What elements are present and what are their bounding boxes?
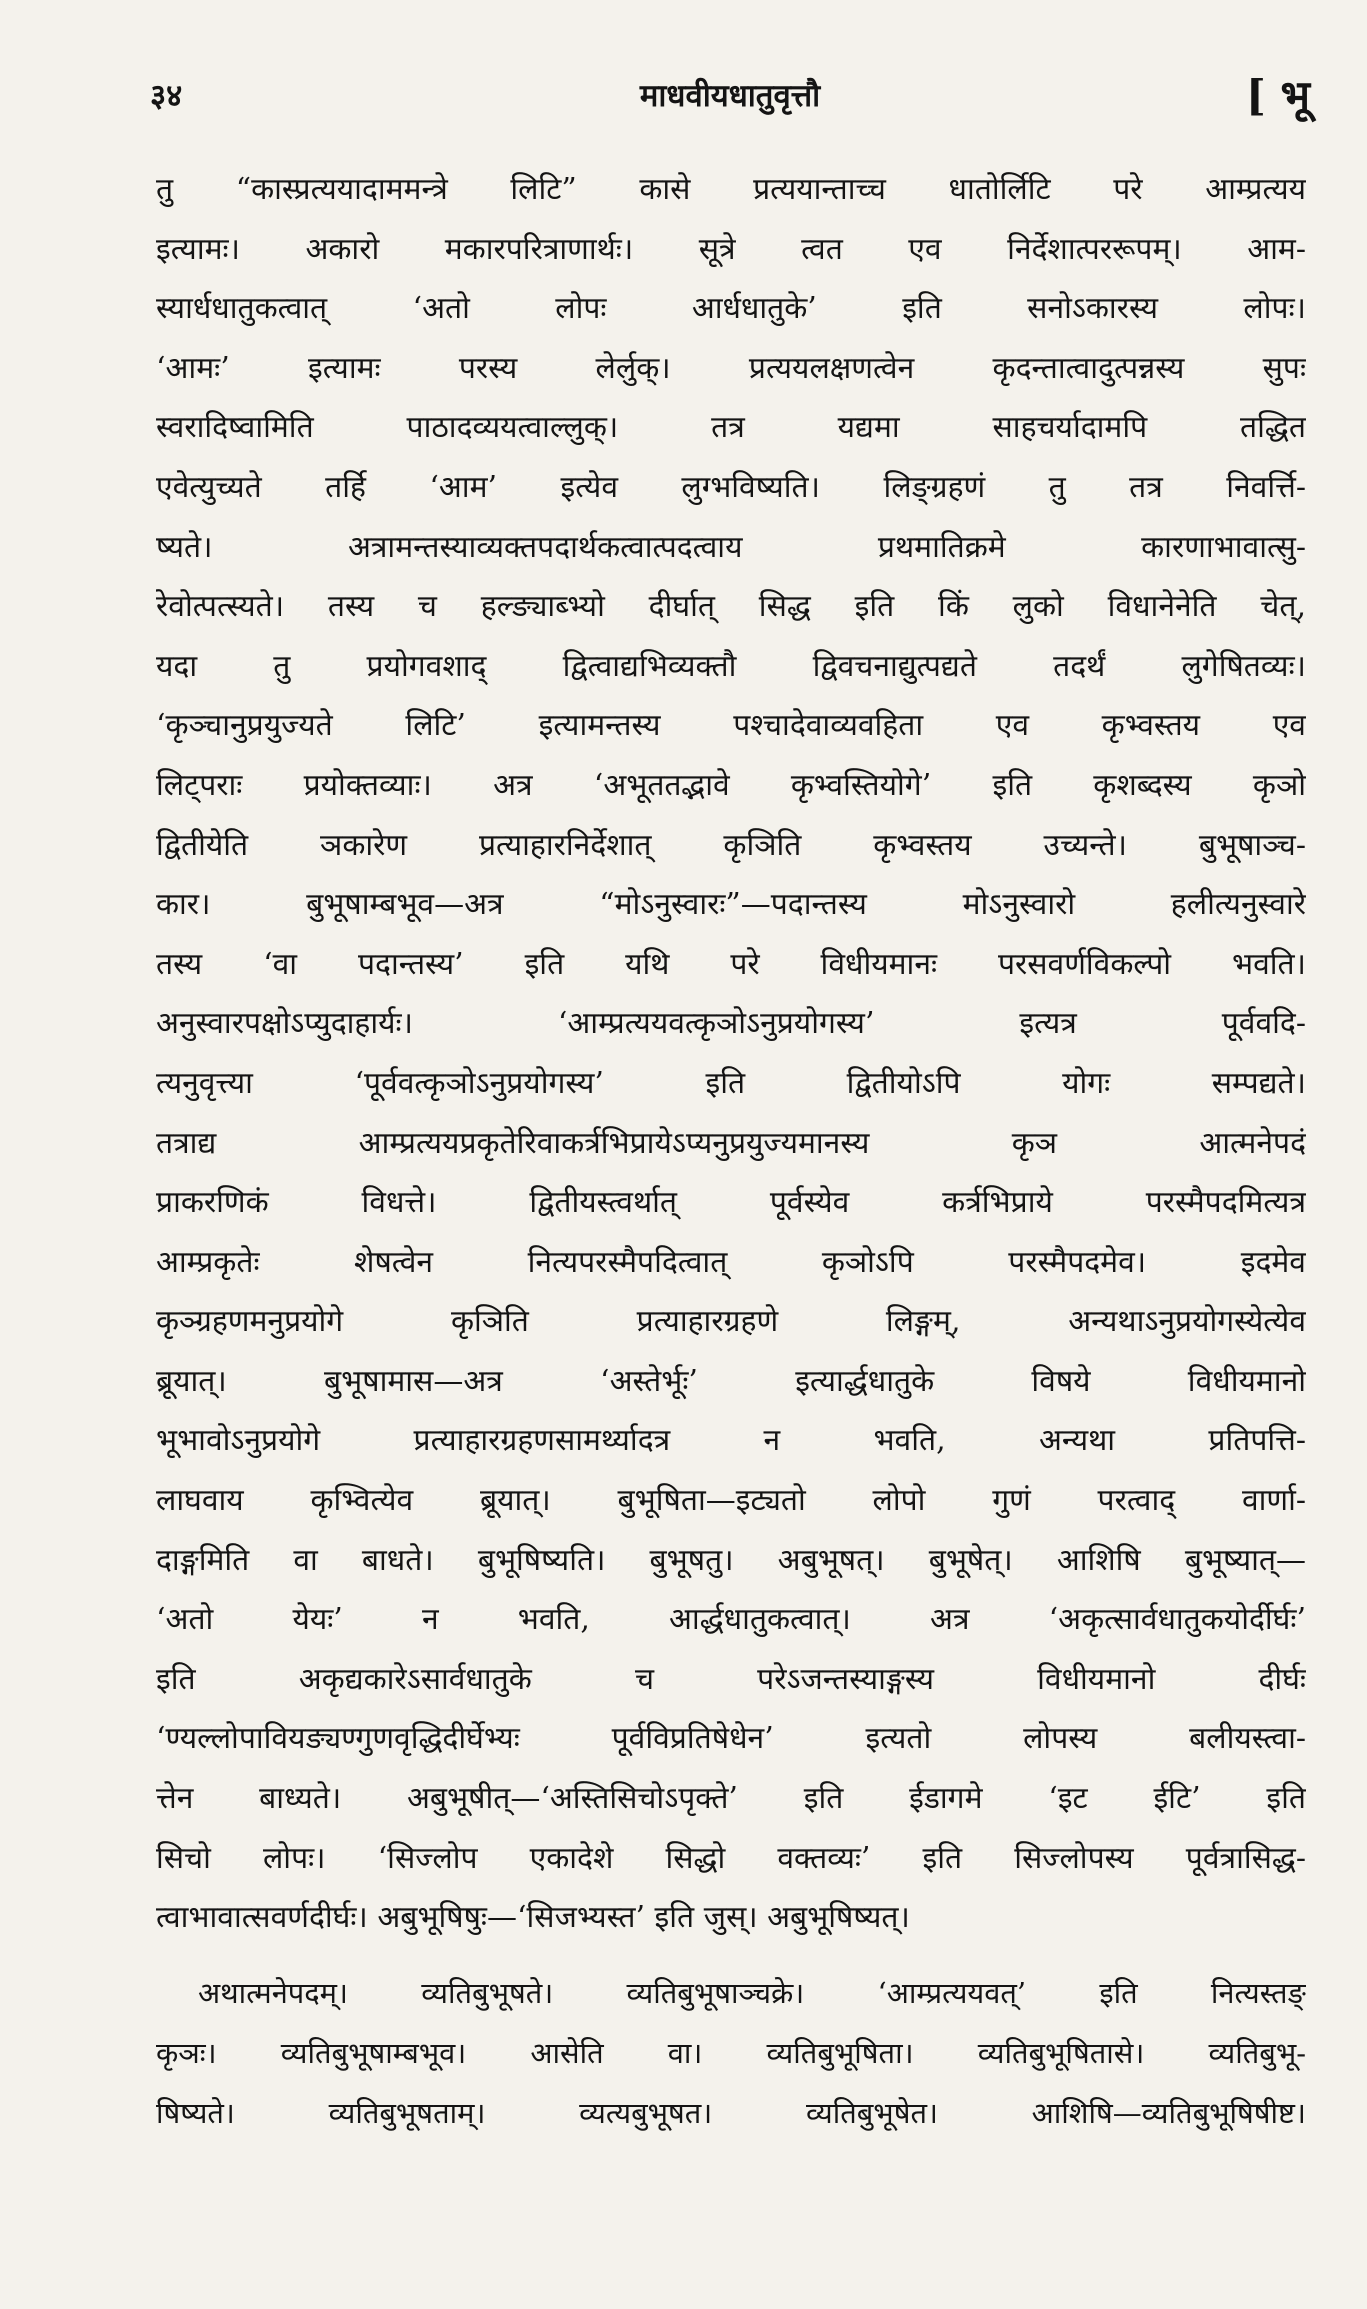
text-line: ‘कृञ्चानुप्रयुज्यते लिटि’ इत्यामन्तस्य पश्चादेवाव्यवहिता एव कृभ्वस्तय एव xyxy=(156,708,1306,744)
text-line: त्तेन बाध्यते। अबुभूषीत्—‘अस्तिसिचोऽपृक्ते’ इति ईडागमे ‘इट ईटि’ इति xyxy=(156,1781,1306,1817)
text-line: अथात्मनेपदम्। व्यतिबुभूषते। व्यतिबुभूषाञ्चक्रे। ‘आम्प्रत्ययवत्’ इति नित्यस्तङ् xyxy=(198,1976,1306,2010)
atmanepada-section xyxy=(156,1963,1306,2143)
text-line: त्वाभावात्सवर्णदीर्घः। अबुभूषिषुः—‘सिजभ्यस्त’ इति जुस्। अबुभूषिष्यत्। xyxy=(156,1900,910,1936)
text-line: स्वरादिष्वामिति पाठादव्ययत्वाल्लुक्। तत्र यद्यमा साहचर्यादामपि तद्धित xyxy=(156,410,1306,446)
text-line: कार। बुभूषाम्बभूव—अत्र “मोऽनुस्वारः”—पदान्तस्य मोऽनुस्वारो हलीत्यनुस्वारे xyxy=(156,887,1306,923)
text-line: कृञः। व्यतिबुभूषाम्बभूव। आसेति वा। व्यतिबुभूषिता। व्यतिबुभूषितासे। व्यतिबुभू- xyxy=(156,2036,1306,2070)
text-line: तु “कास्प्रत्ययादाममन्त्रे लिटि” कासे प्रत्ययान्ताच्च धातोर्लिटि परे आम्प्रत्यय xyxy=(156,172,1306,207)
text-line: रेवोत्पत्स्यते। तस्य च हल्ङ्याब्भ्यो दीर्घात् सिद्ध इति किं लुको विधानेनेति चेत्, xyxy=(156,589,1306,625)
text-line: तस्य ‘वा पदान्तस्य’ इति यथि परे विधीयमानः परसवर्णविकल्पो भवति। xyxy=(156,946,1306,982)
page-number: ३४ xyxy=(150,78,183,114)
text-line: ष्यते। अत्रामन्तस्याव्यक्तपदार्थकत्वात्पदत्वाय प्रथमातिक्रमे कारणाभावात्सु- xyxy=(156,529,1306,565)
text-line: षिष्यते। व्यतिबुभूषताम्। व्यत्यबुभूषत। व्यतिबुभूषेत। आशिषि—व्यतिबुभूषिषीष्ट। xyxy=(156,2096,1306,2130)
page-header xyxy=(150,66,1310,126)
running-title: माधवीयधातुवृत्तौ xyxy=(639,78,821,114)
text-line: द्वितीयेति ञकारेण प्रत्याहारनिर्देशात् कृञिति कृभ्वस्तय उच्यन्ते। बुभूषाञ्च- xyxy=(156,827,1306,863)
section-marker: [ भू xyxy=(1245,71,1310,120)
text-line: लाघवाय कृभ्वित्येव ब्रूयात्। बुभूषिता—इट्यतो लोपो गुणं परत्वाद् वार्णा- xyxy=(156,1483,1306,1519)
text-line: ‘आमः’ इत्यामः परस्य लेर्लुक्। प्रत्ययलक्षणत्वेन कृदन्तात्वादुत्पन्नस्य सुपः xyxy=(156,350,1306,386)
text-line: त्यनुवृत्त्या ‘पूर्ववत्कृञोऽनुप्रयोगस्य’ इति द्वितीयोऽपि योगः सम्पद्यते। xyxy=(156,1065,1306,1101)
text-line: स्यार्धधातुकत्वात् ‘अतो लोपः आर्धधातुके’ इति सनोऽकारस्य लोपः। xyxy=(156,291,1306,327)
text-line: आम्प्रकृतेः शेषत्वेन नित्यपरस्मैपदित्वात् कृञोऽपि परस्मैपदमेव। इदमेव xyxy=(156,1244,1306,1280)
text-line: लिट्पराः प्रयोक्तव्याः। अत्र ‘अभूततद्भावे कृभ्वस्तियोगे’ इति कृशब्दस्य कृञो xyxy=(156,767,1306,803)
text-line: ब्रूयात्। बुभूषामास—अत्र ‘अस्तेर्भूः’ इत्यार्द्धधातुके विषये विधीयमानो xyxy=(156,1363,1306,1399)
text-line: भूभावोऽनुप्रयोगे प्रत्याहारग्रहणसामर्थ्यादत्र न भवति, अन्यथा प्रतिपत्ति- xyxy=(156,1423,1306,1459)
text-line: एवेत्युच्यते तर्हि ‘आम’ इत्येव लुग्भविष्यति। लिङ्ग्रहणं तु तत्र निवर्त्ति- xyxy=(156,469,1306,505)
text-line: यदा तु प्रयोगवशाद् द्वित्वाद्यभिव्यक्तौ द्विवचनाद्युत्पद्यते तदर्थं लुगेषितव्यः। xyxy=(156,648,1306,684)
main-text-block xyxy=(156,160,1306,1948)
text-line: तत्राद्य आम्प्रत्ययप्रकृतेरिवाकर्त्रभिप्रायेऽप्यनुप्रयुज्यमानस्य कृञ आत्मनेपदं xyxy=(156,1125,1306,1161)
text-line: इत्यामः। अकारो मकारपरित्राणार्थः। सूत्रे त्वत एव निर्देशात्पररूपम्। आम- xyxy=(156,231,1306,267)
text-line: ‘ण्यल्लोपावियङ्यण्गुणवृद्धिदीर्घेभ्यः पूर्वविप्रतिषेधेन’ इत्यतो लोपस्य बलीयस्त्वा- xyxy=(156,1721,1306,1757)
text-line: इति अकृद्यकारेऽसार्वधातुके च परेऽजन्तस्याङ्गस्य विधीयमानो दीर्घः xyxy=(156,1661,1306,1697)
text-line: ‘अतो येयः’ न भवति, आर्द्धधातुकत्वात्। अत्र ‘अकृत्सार्वधातुकयोर्दीर्घः’ xyxy=(156,1602,1306,1638)
text-line: सिचो लोपः। ‘सिज्लोप एकादेशे सिद्धो वक्तव्यः’ इति सिज्लोपस्य पूर्वत्रासिद्ध- xyxy=(156,1840,1306,1876)
text-line: दाङ्गमिति वा बाधते। बुभूषिष्यति। बुभूषतु। अबुभूषत्। बुभूषेत्। आशिषि बुभूष्यात्— xyxy=(156,1542,1306,1578)
text-line: कृञ्ग्रहणमनुप्रयोगे कृञिति प्रत्याहारग्रहणे लिङ्गम्, अन्यथाऽनुप्रयोगस्येत्येव xyxy=(156,1304,1306,1340)
text-line: प्राकरणिकं विधत्ते। द्वितीयस्त्वर्थात् पूर्वस्येव कर्त्रभिप्राये परस्मैपदमित्यत्र xyxy=(156,1185,1306,1221)
text-line: अनुस्वारपक्षोऽप्युदाहार्यः। ‘आम्प्रत्ययवत्कृञोऽनुप्रयोगस्य’ इत्यत्र पूर्ववदि- xyxy=(156,1006,1306,1042)
